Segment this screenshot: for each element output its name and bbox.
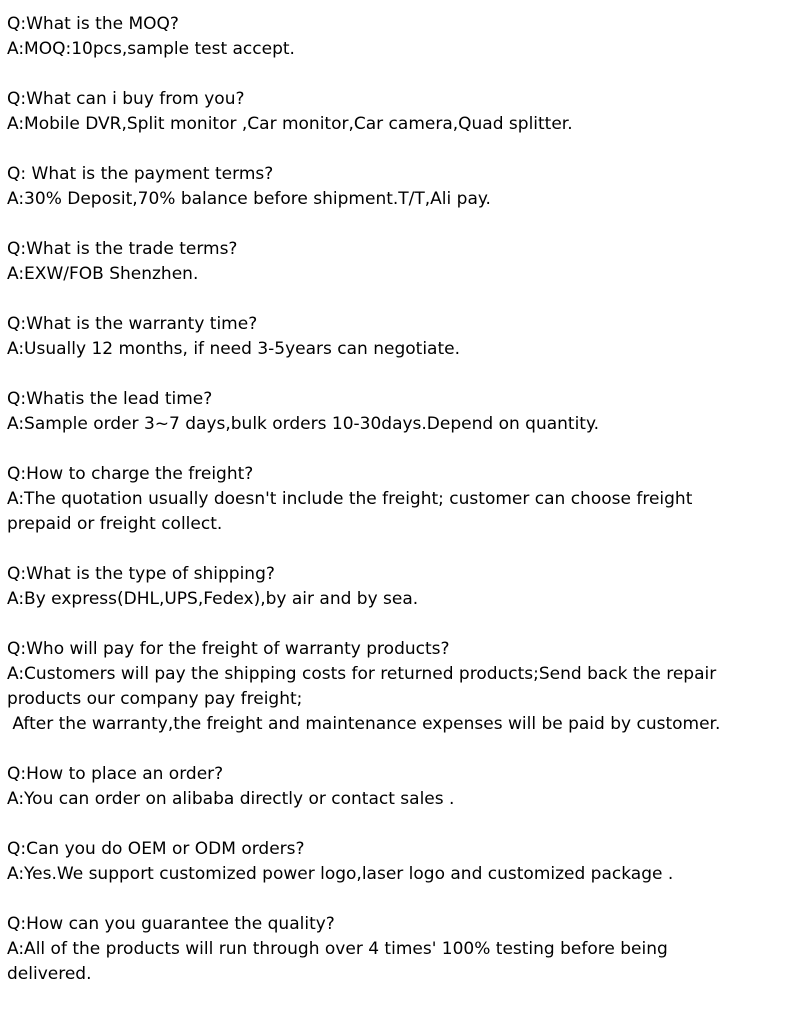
faq-item	[7, 562, 793, 612]
faq-question: Q:What is the MOQ?	[7, 14, 179, 34]
faq-answer: A:Yes.We support customized power logo,laser logo and customized package .	[7, 864, 674, 884]
faq-question: Q:How to place an order?	[7, 764, 224, 784]
faq-question: Q:What can i buy from you?	[7, 89, 245, 109]
faq-question: Q:What is the type of shipping?	[7, 564, 275, 584]
faq-question: Q: What is the payment terms?	[7, 164, 274, 184]
faq-item	[7, 387, 793, 437]
faq-answer-continued: delivered.	[7, 964, 92, 984]
faq-answer: A:Mobile DVR,Split monitor ,Car monitor,Car camera,Quad splitter.	[7, 114, 573, 134]
faq-answer-continued: prepaid or freight collect.	[7, 514, 223, 534]
faq-question: Q:How to charge the freight?	[7, 464, 254, 484]
faq-answer: A:By express(DHL,UPS,Fedex),by air and by sea.	[7, 589, 419, 609]
faq-item	[7, 762, 793, 812]
faq-question: Q:Whatis the lead time?	[7, 389, 213, 409]
faq-question: Q:What is the trade terms?	[7, 239, 238, 259]
faq-item	[7, 462, 793, 537]
faq-item	[7, 837, 793, 887]
faq-answer-continued: products our company pay freight;	[7, 689, 303, 709]
faq-question: Q:How can you guarantee the quality?	[7, 914, 335, 934]
faq-answer: A:All of the products will run through over 4 times' 100% testing before being	[7, 939, 668, 959]
faq-item	[7, 637, 793, 737]
faq-item	[7, 312, 793, 362]
faq-list	[7, 12, 793, 1012]
faq-answer: A:You can order on alibaba directly or contact sales .	[7, 789, 455, 809]
faq-answer: A:EXW/FOB Shenzhen.	[7, 264, 199, 284]
faq-answer: A:Sample order 3~7 days,bulk orders 10-30days.Depend on quantity.	[7, 414, 600, 434]
faq-answer: A:30% Deposit,70% balance before shipment.T/T,Ali pay.	[7, 189, 491, 209]
faq-item	[7, 162, 793, 212]
faq-item	[7, 237, 793, 287]
faq-question: Q:What is the warranty time?	[7, 314, 258, 334]
faq-answer: A:The quotation usually doesn't include the freight; customer can choose freight	[7, 489, 693, 509]
faq-answer: A:MOQ:10pcs,sample test accept.	[7, 39, 295, 59]
faq-item	[7, 87, 793, 137]
faq-question: Q:Who will pay for the freight of warranty products?	[7, 639, 450, 659]
faq-answer: A:Customers will pay the shipping costs for returned products;Send back the repair	[7, 664, 717, 684]
faq-item	[7, 12, 793, 62]
faq-item	[7, 912, 793, 987]
faq-question: Q:Can you do OEM or ODM orders?	[7, 839, 305, 859]
faq-answer-continued: After the warranty,the freight and maintenance expenses will be paid by customer.	[7, 714, 721, 734]
faq-answer: A:Usually 12 months, if need 3-5years can negotiate.	[7, 339, 460, 359]
